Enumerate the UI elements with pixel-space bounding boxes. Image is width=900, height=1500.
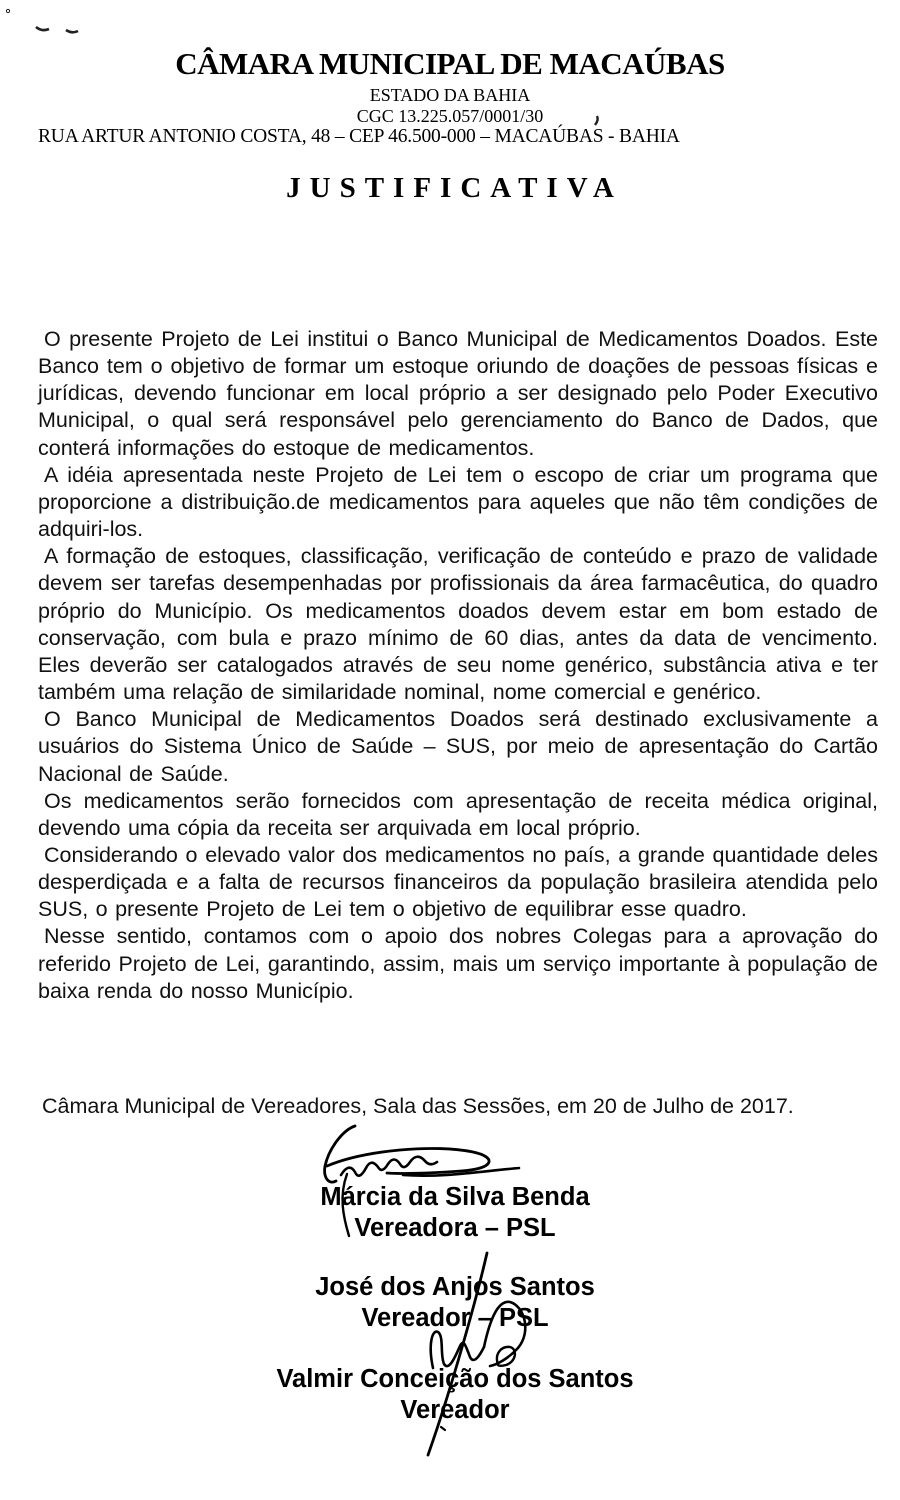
paragraph: O presente Projeto de Lei institui o Banco Municipal de Medicamentos Doados. Este Banco tem o objetivo de formar um estoque oriundo de doações de pessoas físicas e jurídicas, devendo funcionar em local próprio a ser designado pelo Poder Executivo Municipal, o qual será responsável pelo gerenciamento do Banco de Dados, que conterá informações do estoque de medicamentos.: [38, 327, 878, 460]
cgc-line: CGC 13.225.057/0001/30: [356, 106, 544, 126]
date-line: Câmara Municipal de Vereadores, Sala das Sessões, em 20 de Julho de 2017.: [42, 1094, 794, 1118]
signer-role: Vereador: [400, 1396, 510, 1424]
scan-artifact-marks: [0, 0, 110, 50]
signer-name: Valmir Conceição dos Santos: [276, 1365, 634, 1393]
signer-role: Vereadora – PSL: [354, 1214, 556, 1242]
signature-block: [5, 1364, 900, 1426]
signer-name: Márcia da Silva Benda: [320, 1183, 590, 1211]
address-line: RUA ARTUR ANTONIO COSTA, 48 – CEP 46.500-000 – MACAÚBAS - BAHIA: [38, 126, 680, 147]
paragraph: O Banco Municipal de Medicamentos Doados será destinado exclusivamente a usuários do Sistema Único de Saúde – SUS, por meio de apresentação do Cartão Nacional de Saúde.: [38, 707, 878, 786]
paragraph: Nesse sentido, contamos com o apoio dos nobres Colegas para a aprovação do referido Projeto de Lei, garantindo, assim, mais um serviço importante à população de baixa renda do nosso Município.: [38, 924, 878, 1003]
signer-name: José dos Anjos Santos: [315, 1273, 595, 1301]
organization-name: CÂMARA MUNICIPAL DE MACAÚBAS: [175, 46, 725, 81]
signer-role: Vereador – PSL: [361, 1304, 549, 1332]
signature-block: [5, 1272, 900, 1334]
document-title: JUSTIFICATIVA: [286, 172, 623, 204]
paragraph: A idéia apresentada neste Projeto de Lei tem o escopo de criar um programa que proporcione a distribuição.de medicamentos para aqueles que não têm condições de adquiri-los.: [38, 462, 878, 542]
paragraph: A formação de estoques, classificação, verificação de conteúdo e prazo de validade devem ser tarefas desempenhadas por profissionais da área farmacêutica, do quadro próprio do Município. Os medicamentos doados devem estar em bom estado de conservação, com bula e prazo mínimo de 60 dias, antes da data de vencimento. Eles deverão ser catalogados através de seu nome genérico, substância ativa e ter também uma relação de similaridade nominal, nome comercial e genérico.: [38, 544, 878, 705]
paragraph: Os medicamentos serão fornecidos com apresentação de receita médica original, devendo uma cópia da receita ser arquivada em local próprio.: [38, 788, 878, 840]
paragraph: Considerando o elevado valor dos medicamentos no país, a grande quantidade deles desperdiçada e a falta de recursos financeiros da população brasileira atendida pelo SUS, o presente Projeto de Lei tem o objetivo de equilibrar esse quadro.: [38, 842, 878, 922]
body-text: [38, 326, 878, 1005]
state-line: ESTADO DA BAHIA: [369, 85, 531, 105]
signature-block: [5, 1182, 900, 1244]
